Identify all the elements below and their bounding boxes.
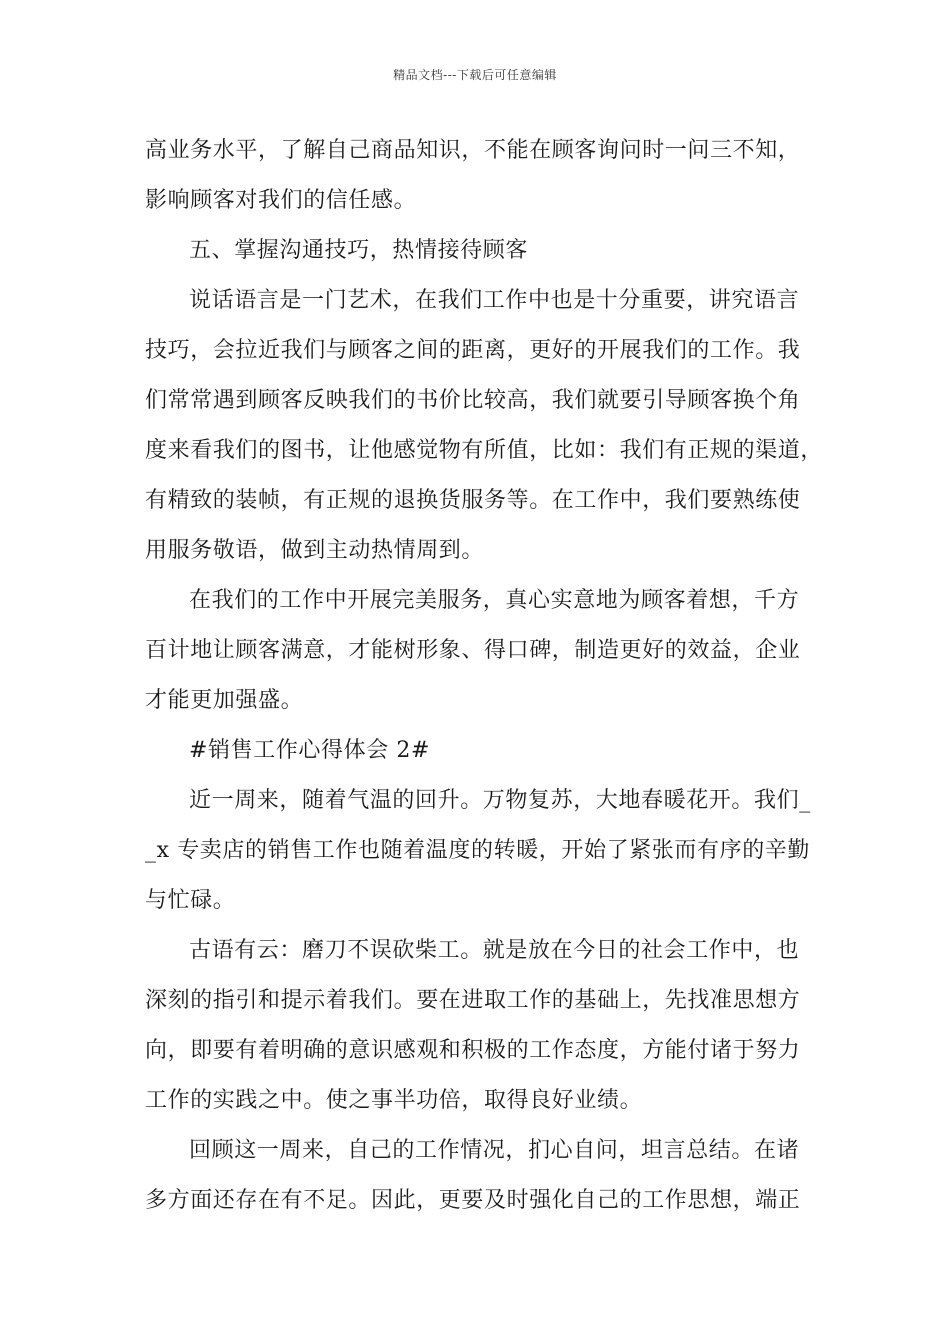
text-line: 影响顾客对我们的信任感。 [145,188,417,213]
text-line: 说话语言是一门艺术，在我们工作中也是十分重要，讲究语言 [189,288,800,313]
text-line: 有精致的装帧，有正规的退换货服务等。在工作中，我们要熟练使 [145,488,801,513]
text-line: 高业务水平，了解自己商品知识，不能在顾客询问时一问三不知， [145,138,801,163]
text-line: 才能更加强盛。 [145,688,304,713]
text-line: 多方面还存在有不足。因此，更要及时强化自己的工作思想，端正 [145,1188,801,1213]
text-line: 深刻的指引和提示着我们。要在进取工作的基础上，先找准思想方 [145,988,801,1013]
text-line: 用服务敬语，做到主动热情周到。 [145,538,485,563]
text-line: 度来看我们的图书，让他感觉物有所值，比如：我们有正规的渠道， [145,438,824,463]
text-line: 工作的实践之中。使之事半功倍，取得良好业绩。 [145,1088,643,1113]
section-heading: #销售工作心得体会 2# [189,738,431,763]
text-line: 百计地让顾客满意，才能树形象、得口碑，制造更好的效益，企业 [145,638,801,663]
text-line: 技巧，会拉近我们与顾客之间的距离，更好的开展我们的工作。我 [145,338,801,363]
text-line: 在我们的工作中开展完美服务，真心实意地为顾客着想，千方 [189,588,800,613]
text-line: 们常常遇到顾客反映我们的书价比较高，我们就要引导顾客换个角 [145,388,801,413]
page-header: 精品文档---下载后可任意编辑 [393,68,557,82]
text-line: 与忙碌。 [145,888,236,913]
text-line: 古语有云：磨刀不误砍柴工。就是放在今日的社会工作中，也 [189,938,800,963]
text-line: 回顾这一周来，自己的工作情况，扪心自问，坦言总结。在诸 [189,1138,800,1163]
text-line: 近一周来，随着气温的回升。万物复苏，大地春暖花开。我们_ [189,788,811,813]
text-line: _x 专卖店的销售工作也随着温度的转暖，开始了紧张而有序的辛勤 [145,838,811,863]
text-line: 向，即要有着明确的意识感观和积极的工作态度，方能付诸于努力 [145,1038,801,1063]
section-heading: 五、掌握沟通技巧，热情接待顾客 [189,238,529,263]
